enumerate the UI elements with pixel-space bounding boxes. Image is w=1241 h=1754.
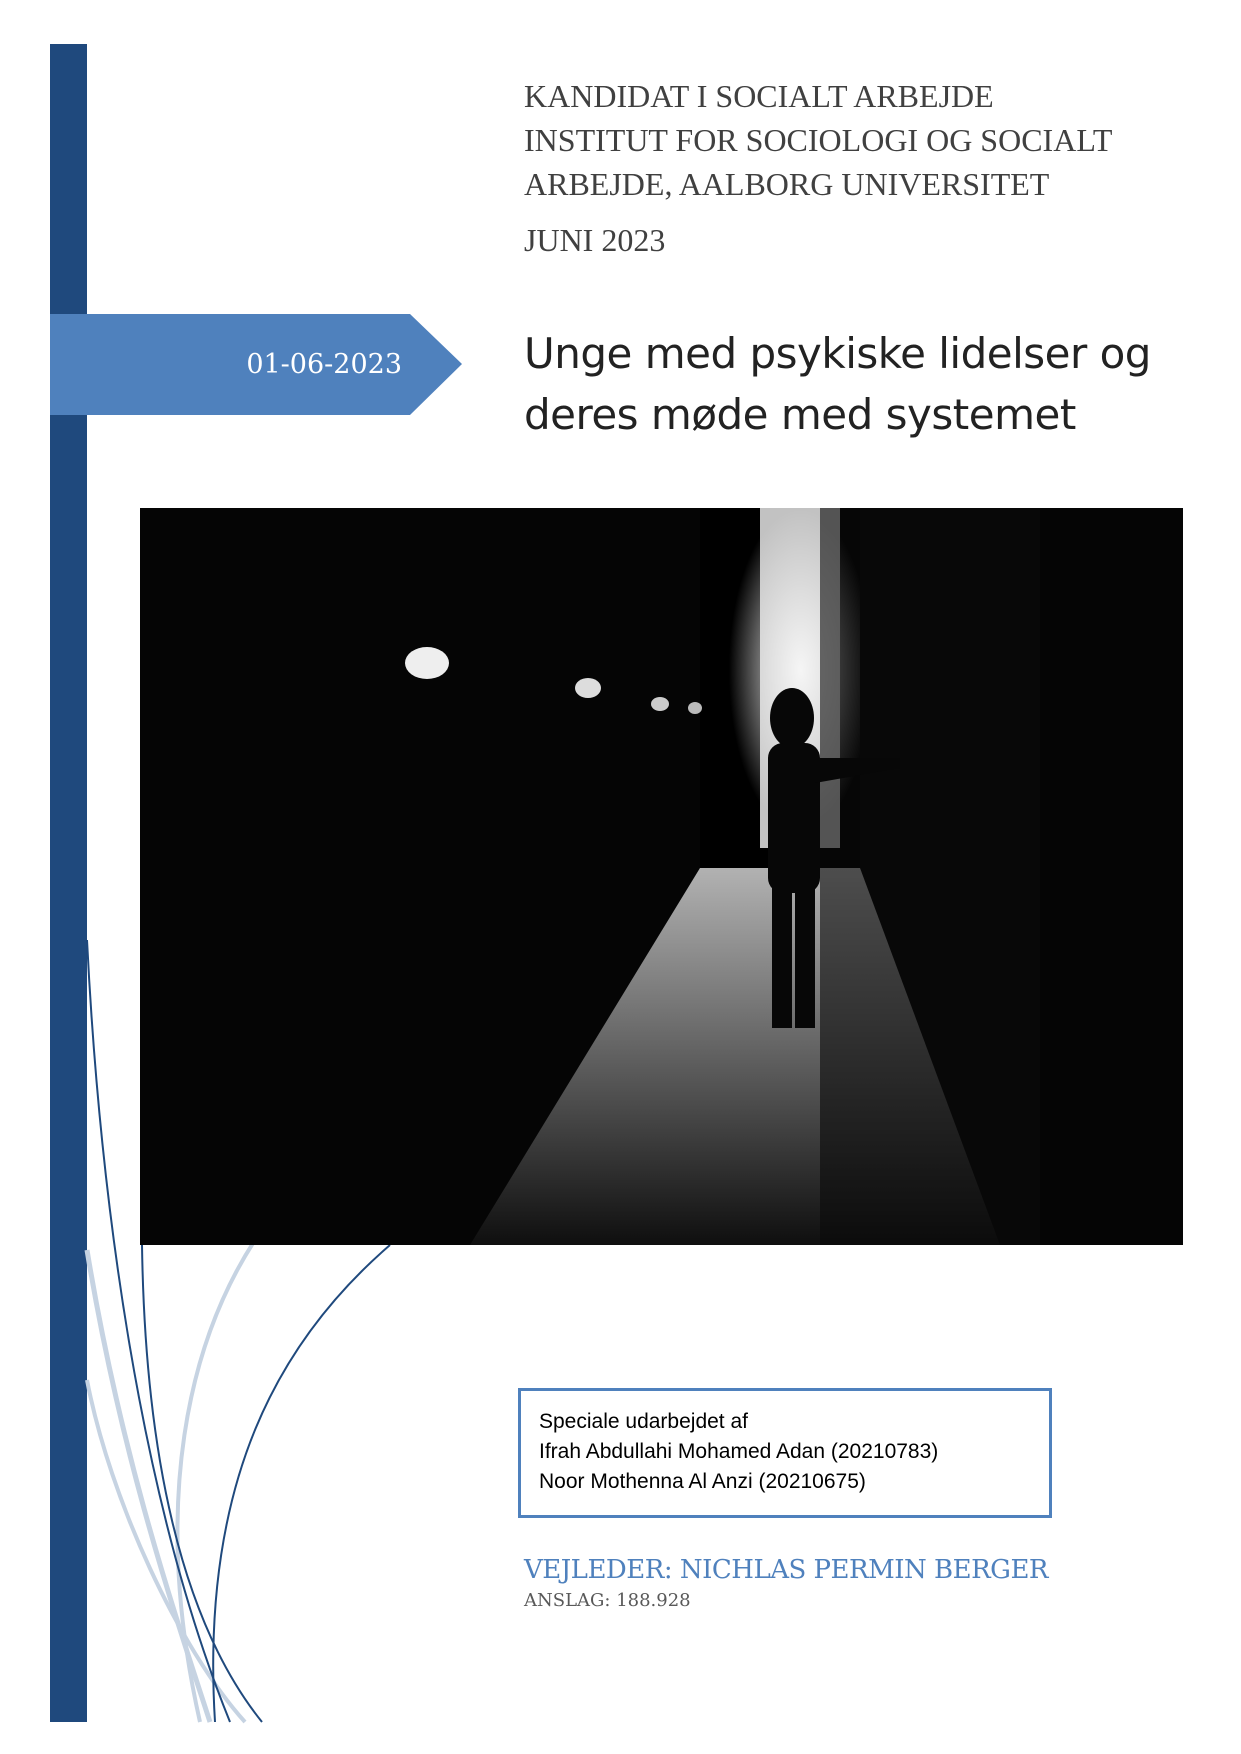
title-line: Unge med psykiske lidelser og [524,329,1151,378]
institution-header [524,74,1204,262]
character-count: ANSLAG: 188.928 [524,1590,691,1611]
banner-date: 01-06-2023 [246,349,402,380]
author-name: Ifrah Abdullahi Mohamed Adan (20210783) [539,1440,939,1463]
author-name: Noor Mothenna Al Anzi (20210675) [539,1470,866,1493]
document-title [524,323,1204,445]
header-line: ARBEJDE, AALBORG UNIVERSITET [524,166,1050,202]
header-date: JUNI 2023 [524,222,666,258]
header-line: KANDIDAT I SOCIALT ARBEJDE [524,78,994,114]
cover-photo [140,508,1183,1245]
authors-intro: Speciale udarbejdet af [539,1410,748,1433]
supervisor: VEJLEDER: NICHLAS PERMIN BERGER [524,1555,1048,1585]
header-line: INSTITUT FOR SOCIOLOGI OG SOCIALT [524,122,1113,158]
title-line: deres møde med systemet [524,390,1076,439]
date-banner [50,314,462,415]
authors-box [518,1388,1052,1518]
